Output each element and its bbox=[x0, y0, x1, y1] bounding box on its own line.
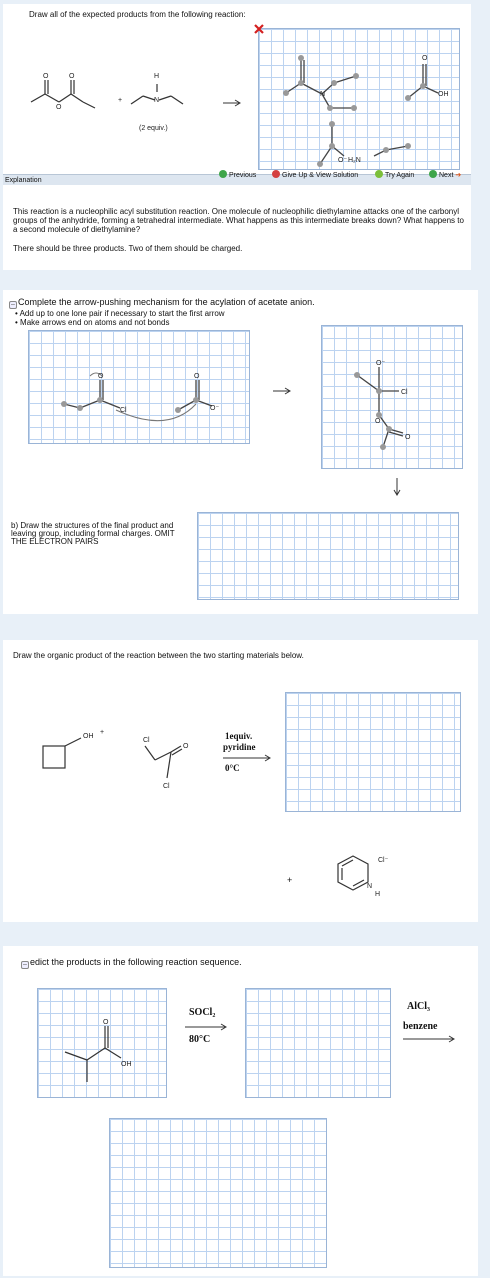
intermediate-oxygen-anion: O⁻ bbox=[376, 360, 386, 367]
amine-hydrogen: H bbox=[154, 73, 160, 80]
tetrahedral-intermediate bbox=[321, 325, 463, 469]
acetate-oxygen-label: O⁻ bbox=[338, 157, 348, 164]
product-nitrogen: N bbox=[320, 91, 326, 98]
reagent-pyridine: pyridine bbox=[223, 742, 256, 752]
next-arrow-icon: ➔ bbox=[455, 172, 462, 179]
give-up-button[interactable]: Give Up & View Solution bbox=[272, 170, 358, 181]
question-3-instruction: Draw the organic product of the reaction between the two starting materials below. bbox=[13, 651, 304, 660]
step1-arrow bbox=[185, 1022, 229, 1032]
pyridinium-hydrogen: H bbox=[375, 891, 381, 898]
anhydride-bridge-oxygen: O bbox=[56, 104, 62, 111]
reagent-temperature: 0°C bbox=[225, 763, 240, 773]
next-button[interactable]: Next ➔ bbox=[429, 170, 461, 181]
mechanism-arrow-down bbox=[392, 478, 402, 498]
mechanism-reactants bbox=[28, 330, 250, 444]
question-panel-2 bbox=[3, 290, 478, 614]
intermediate-product-canvas[interactable] bbox=[245, 988, 391, 1098]
reaction-arrow-3 bbox=[223, 753, 273, 763]
ammonium-label: H₂N bbox=[348, 157, 361, 164]
collapse-icon-4[interactable]: – bbox=[21, 961, 29, 969]
amine-nitrogen: N bbox=[154, 97, 160, 104]
part-b-instruction: b) Draw the structures of the final product and leaving group, including formal charges. OMIT THE ELECTRON PAIRS bbox=[11, 521, 175, 546]
reaction-arrow bbox=[223, 98, 243, 108]
instruction-bullet-1: • Add up to one lone pair if necessary to start the first arrow bbox=[15, 309, 225, 318]
final-product-canvas[interactable] bbox=[197, 512, 459, 600]
intermediate-carbonyl-oxygen: O bbox=[405, 434, 411, 441]
question-4-instruction: – edict the products in the following reaction sequence. bbox=[21, 958, 242, 969]
acid-hydroxyl: OH bbox=[438, 91, 449, 98]
anhydride-oxygen-1: O bbox=[43, 73, 49, 80]
step1-condition: 80°C bbox=[189, 1034, 211, 1045]
acyl-chloride-oxygen: O bbox=[98, 373, 104, 380]
explanation-label: Explanation bbox=[5, 177, 42, 184]
question-panel-1 bbox=[3, 4, 471, 270]
pyridinium-chloride bbox=[323, 852, 403, 907]
reagent-oxygen: O bbox=[183, 743, 189, 750]
question-panel-3 bbox=[3, 640, 478, 922]
chloride-anion: Cl⁻ bbox=[378, 857, 389, 864]
collapse-icon[interactable]: – bbox=[9, 301, 17, 309]
anhydride-oxygen-2: O bbox=[69, 73, 75, 80]
reactants-structure bbox=[23, 44, 223, 134]
next-icon bbox=[429, 170, 437, 178]
final-product-canvas-4[interactable] bbox=[109, 1118, 327, 1268]
pyridinium-nitrogen: N bbox=[367, 883, 373, 890]
acid-hydroxyl-label: OH bbox=[121, 1061, 132, 1068]
try-again-icon bbox=[375, 170, 383, 178]
product-canvas-3[interactable] bbox=[285, 692, 461, 812]
cyclobutanol-oh: OH bbox=[83, 733, 94, 740]
acetate-oxygen: O bbox=[194, 373, 200, 380]
step2-reagent: AlCl₃ bbox=[407, 1001, 430, 1012]
byproduct-plus: + bbox=[287, 875, 293, 885]
acid-oxygen: O bbox=[422, 55, 428, 62]
previous-icon bbox=[219, 170, 227, 178]
previous-button[interactable]: Previous bbox=[219, 170, 256, 181]
plus-sign: + bbox=[100, 729, 105, 736]
mechanism-title: – Complete the arrow-pushing mechanism for the acylation of acetate anion. bbox=[9, 298, 315, 309]
instruction-bullet-2: • Make arrows end on atoms and not bonds bbox=[15, 318, 169, 327]
intermediate-ester-oxygen: O bbox=[375, 418, 381, 425]
isobutyric-acid bbox=[37, 988, 167, 1098]
intermediate-chlorine: Cl bbox=[401, 389, 408, 396]
step1-reagent: SOCl₂ bbox=[189, 1007, 216, 1018]
reagent-chlorine-bottom: Cl bbox=[163, 783, 170, 790]
explanation-text: This reaction is a nucleophilic acyl substitution reaction. One molecule of nucleophilic diethylamine attacks one of the carbonyl groups of the anhydride, forming a tetrahedral intermediate. What happens as this intermediate breaks down? What happens to a second molecule of diethylamine? bbox=[13, 207, 464, 234]
plus-sign: + bbox=[118, 97, 123, 104]
step2-arrow bbox=[403, 1034, 457, 1044]
mechanism-arrow-right bbox=[273, 386, 293, 396]
drawn-products bbox=[258, 28, 460, 170]
question-instruction: Draw all of the expected products from the following reaction: bbox=[29, 10, 246, 19]
equivalents-note: (2 equiv.) bbox=[139, 125, 168, 132]
reagent-chlorine-top: Cl bbox=[143, 737, 150, 744]
hint-text: There should be three products. Two of them should be charged. bbox=[13, 244, 243, 253]
starting-materials bbox=[33, 720, 213, 800]
step2-condition: benzene bbox=[403, 1021, 438, 1032]
give-up-icon bbox=[272, 170, 280, 178]
reagent-equiv: 1equiv. bbox=[225, 731, 253, 741]
acetate-oxygen-anion: O⁻ bbox=[210, 405, 220, 412]
try-again-button[interactable]: Try Again bbox=[375, 170, 414, 181]
acid-carbonyl-oxygen: O bbox=[103, 1019, 109, 1026]
question-panel-4 bbox=[3, 946, 478, 1276]
acyl-chloride-chlorine: Cl bbox=[120, 407, 127, 414]
